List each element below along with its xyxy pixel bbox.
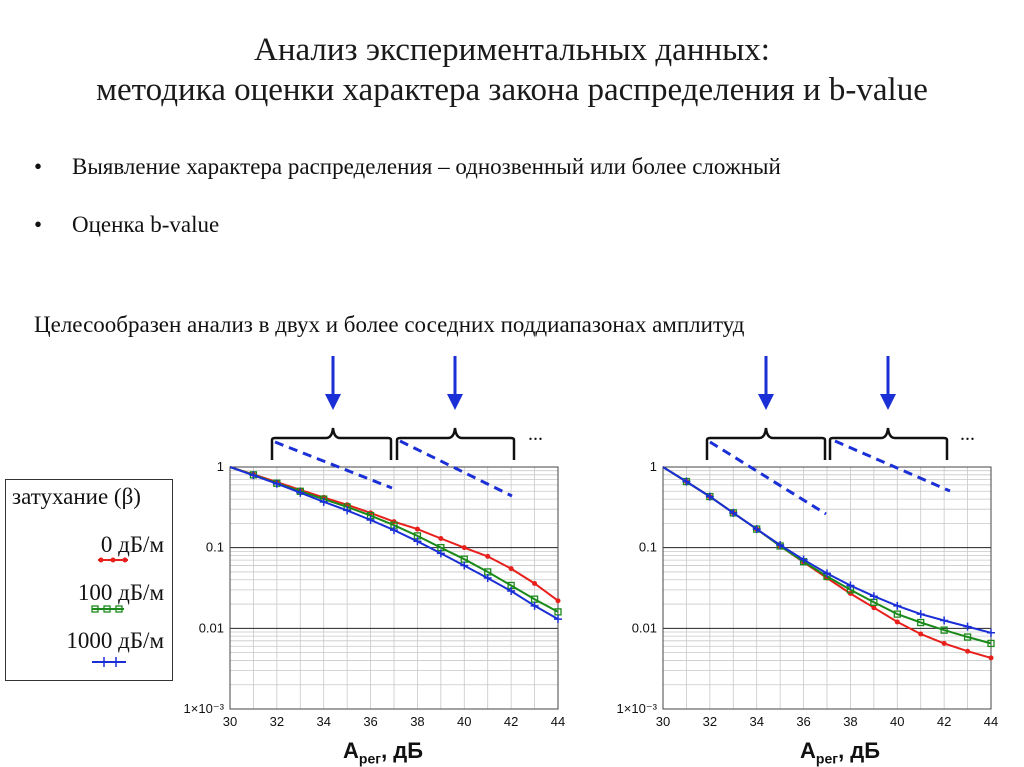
dashed-slope-line	[400, 441, 512, 496]
slide-title-line2: методика оценки характера закона распределения и b-value	[96, 72, 928, 108]
x-tick-label: 36	[796, 714, 811, 729]
x-axis-label-unit: , дБ	[838, 738, 881, 763]
x-tick-label: 30	[222, 714, 238, 729]
x-tick-label: 36	[363, 714, 378, 729]
x-tick-label: 40	[890, 714, 905, 729]
x-axis-label-main: A	[343, 738, 359, 763]
x-tick-label: 40	[457, 714, 472, 729]
arrow-down-icon	[447, 394, 463, 410]
left-annotations	[272, 356, 514, 496]
x-tick-label: 38	[843, 714, 858, 729]
x-tick-label: 42	[503, 714, 519, 729]
x-tick-label: 32	[702, 714, 718, 729]
dashed-slope-line	[710, 442, 826, 514]
legend-marker-green	[92, 606, 124, 612]
y-tick-label: 0.1	[205, 539, 224, 555]
analysis-note: Целесообразен анализ в двух и более соседних поддиапазонах амплитуд	[34, 312, 745, 337]
legend-marker-blue	[92, 657, 126, 667]
legend-marker-red	[98, 558, 128, 563]
y-tick-label: 1	[649, 459, 657, 474]
bracket-icon	[272, 428, 391, 460]
bullet-text: Оценка b-value	[72, 212, 220, 237]
ellipsis-left: ...	[528, 423, 543, 445]
dashed-slope-line	[275, 442, 392, 488]
x-axis-label-sub: рег	[358, 750, 382, 767]
x-tick-label: 34	[749, 714, 764, 729]
y-tick-label: 1	[216, 459, 224, 474]
x-tick-label: 34	[316, 714, 331, 729]
bullet-dot: •	[34, 154, 43, 179]
y-tick-label: 0.1	[638, 539, 657, 555]
bracket-icon	[707, 428, 825, 460]
arrow-down-icon	[880, 394, 896, 410]
bracket-icon	[830, 428, 947, 460]
arrow-down-icon	[758, 394, 774, 410]
ellipsis-right: ...	[960, 423, 975, 445]
x-axis-label-unit: , дБ	[381, 738, 424, 763]
legend-entry-0db: 0 дБ/м	[100, 532, 164, 557]
x-tick-label: 44	[550, 714, 566, 729]
x-tick-label: 38	[410, 714, 425, 729]
x-tick-label: 30	[655, 714, 671, 729]
y-tick-label: 1×10⁻³	[616, 701, 657, 716]
x-tick-label: 42	[936, 714, 952, 729]
x-tick-label: 32	[269, 714, 285, 729]
chart-legend	[5, 479, 173, 681]
bullet-dot: •	[34, 212, 43, 237]
y-tick-label: 0.01	[631, 620, 657, 636]
bracket-icon	[397, 428, 514, 460]
x-axis-label-left	[343, 738, 423, 766]
x-axis-label-right	[800, 738, 880, 766]
x-tick-label: 44	[983, 714, 999, 729]
legend-title: затухание (β)	[12, 484, 141, 509]
y-tick-label: 0.01	[198, 620, 224, 636]
right-annotations	[707, 356, 950, 514]
y-tick-label: 1×10⁻³	[183, 701, 224, 716]
legend-entry-1000db: 1000 дБ/м	[66, 628, 164, 653]
legend-entry-100db: 100 дБ/м	[77, 580, 164, 605]
x-axis-label-main: A	[800, 738, 816, 763]
arrow-down-icon	[325, 394, 341, 410]
slide-title-line1: Анализ экспериментальных данных:	[254, 32, 770, 68]
x-axis-label-sub: рег	[815, 750, 839, 767]
bullet-text: Выявление характера распределения – однозвенный или более сложный	[72, 154, 781, 179]
dashed-slope-line	[835, 441, 950, 491]
